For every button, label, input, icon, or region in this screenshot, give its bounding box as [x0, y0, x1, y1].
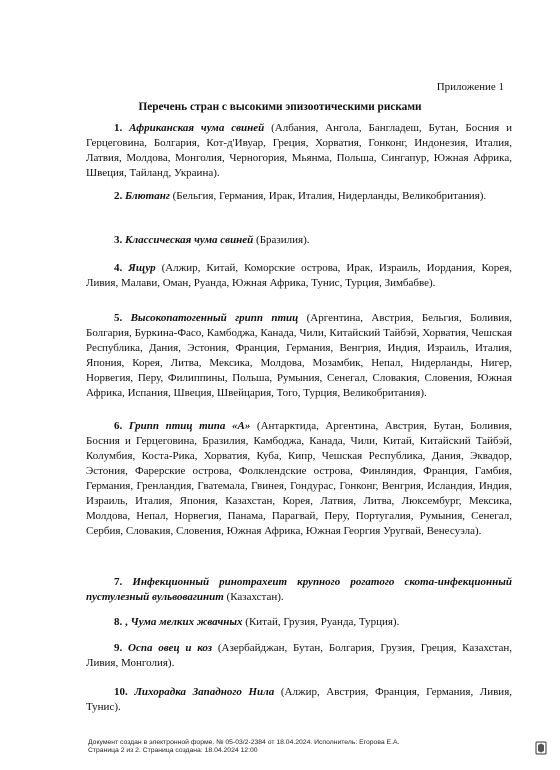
footer-line-page-info: Страница 2 из 2. Страница создана: 18.04.2024 12:00	[88, 747, 258, 754]
disease-name: Инфекционный ринотрахеит крупного рогатого скота-инфекционный пустулезный вульвовагинит	[86, 576, 512, 603]
list-item	[86, 311, 512, 401]
country-list: (Алжир, Китай, Коморские острова, Ирак, Израиль, Иордания, Корея, Ливия, Малави, Оман, Руанда, Южная Африка, Тунис, Турция, Зимбабве).	[86, 262, 512, 289]
list-item	[86, 419, 512, 539]
list-item	[86, 261, 512, 291]
country-list: (Алжир, Австрия, Франция, Германия, Ливия, Тунис).	[86, 686, 513, 713]
list-item	[86, 615, 512, 630]
document-title: Перечень стран с высокими эпизоотическими рисками	[138, 101, 422, 113]
item-number: 5.	[114, 312, 123, 324]
country-list: (Бразилия).	[253, 234, 310, 246]
item-number: 7.	[114, 576, 123, 588]
disease-name: Классическая чума свиней	[125, 234, 254, 246]
item-number: 9.	[114, 642, 123, 654]
list-item	[86, 189, 512, 204]
appendix-label: Приложение 1	[436, 81, 504, 93]
item-number: 1.	[114, 122, 123, 134]
item-number: 3.	[114, 234, 123, 246]
country-list: (Антарктида, Аргентина, Австрия, Бутан, Боливия, Босния и Герцеговина, Бразилия, Камбоджа, Канада, Чили, Китай, Китайский Тайбэй, Колумбия, Коста-Рика, Хорватия, Куба, Кипр, Чешская Республика, Дания, Эквадор, Эстония, Фарерские острова, Фолклендские острова, Финляндия, Франция, Гамбия, Германия, Гренландия, Гватемала, Гвинея, Гондурас, Гонконг, Венгрия, Исландия, Индия, Израиль, Италия, Япония, Казахстан, Корея, Латвия, Литва, Люксембург, Мексика, Молдова, Непал, Норвегия, Панама, Парагвай, Перу, Португалия, Румыния, Сенегал, Сербия, Словакия, Словения, Южная Африка, Южная Георгия Уругвай, Венесуэла).	[86, 420, 513, 537]
list-item	[86, 233, 512, 248]
disease-name: Грипп птиц типа «А»	[128, 420, 251, 432]
disease-name: Ящур	[128, 262, 156, 274]
disease-name: Чума мелких жвачных	[130, 616, 243, 628]
country-list: (Аргентина, Австрия, Бельгия, Боливия, Болгария, Буркина-Фасо, Камбоджа, Канада, Чили, Китайский Тайбэй, Хорватия, Чешская Республика, Дания, Эстония, Франция, Германия, Венгрия, Индия, Израиль, Италия, Япония, Корея, Литва, Мексика, Молдова, Мозамбик, Непал, Нидерланды, Нигер, Норвегия, Перу, Филиппины, Польша, Румыния, Сенегал, Словакия, Словения, Южная Африка, Испания, Швеция, Швейцария, Того, Турция, Великобритания).	[86, 312, 513, 399]
country-list: (Китай, Грузия, Руанда, Турция).	[242, 616, 400, 628]
item-number: 10.	[114, 686, 128, 698]
item-number: 2.	[114, 190, 123, 202]
country-list: (Албания, Ангола, Бангладеш, Бутан, Босния и Герцеговина, Болгария, Кот-д'Ивуар, Греция, Хорватия, Гонконг, Индонезия, Италия, Латвия, Молдова, Монголия, Черногория, Мьянма, Польша, Сингапур, Южная Африка, Швеция, Тайланд, Украина).	[86, 122, 512, 179]
disease-name: Лихорадка Западного Нила	[134, 686, 275, 698]
disease-name: Оспа овец и коз	[128, 642, 213, 654]
footer-line-document-info: Документ создан в электронной форме. № 05-03/2-2384 от 18.04.2024. Исполнитель: Егорова Е.А.	[88, 739, 400, 746]
list-item	[86, 685, 512, 715]
item-number: 8. ,	[114, 616, 128, 628]
emblem-icon	[535, 741, 547, 755]
disease-name: Высокопатогенный грипп птиц	[130, 312, 299, 324]
list-item	[86, 641, 512, 671]
list-item	[86, 575, 512, 605]
country-list: (Бельгия, Германия, Ирак, Италия, Нидерланды, Великобритания).	[169, 190, 487, 202]
disease-name: Блютанг	[125, 190, 170, 202]
list-item	[86, 121, 512, 181]
disease-name: Африканская чума свиней	[129, 122, 265, 134]
country-list: (Азербайджан, Бутан, Болгария, Грузия, Греция, Казахстан, Ливия, Монголия).	[86, 642, 512, 669]
item-number: 4.	[114, 262, 123, 274]
document-footer	[88, 739, 399, 755]
country-list: (Казахстан).	[223, 591, 284, 603]
item-number: 6.	[114, 420, 123, 432]
